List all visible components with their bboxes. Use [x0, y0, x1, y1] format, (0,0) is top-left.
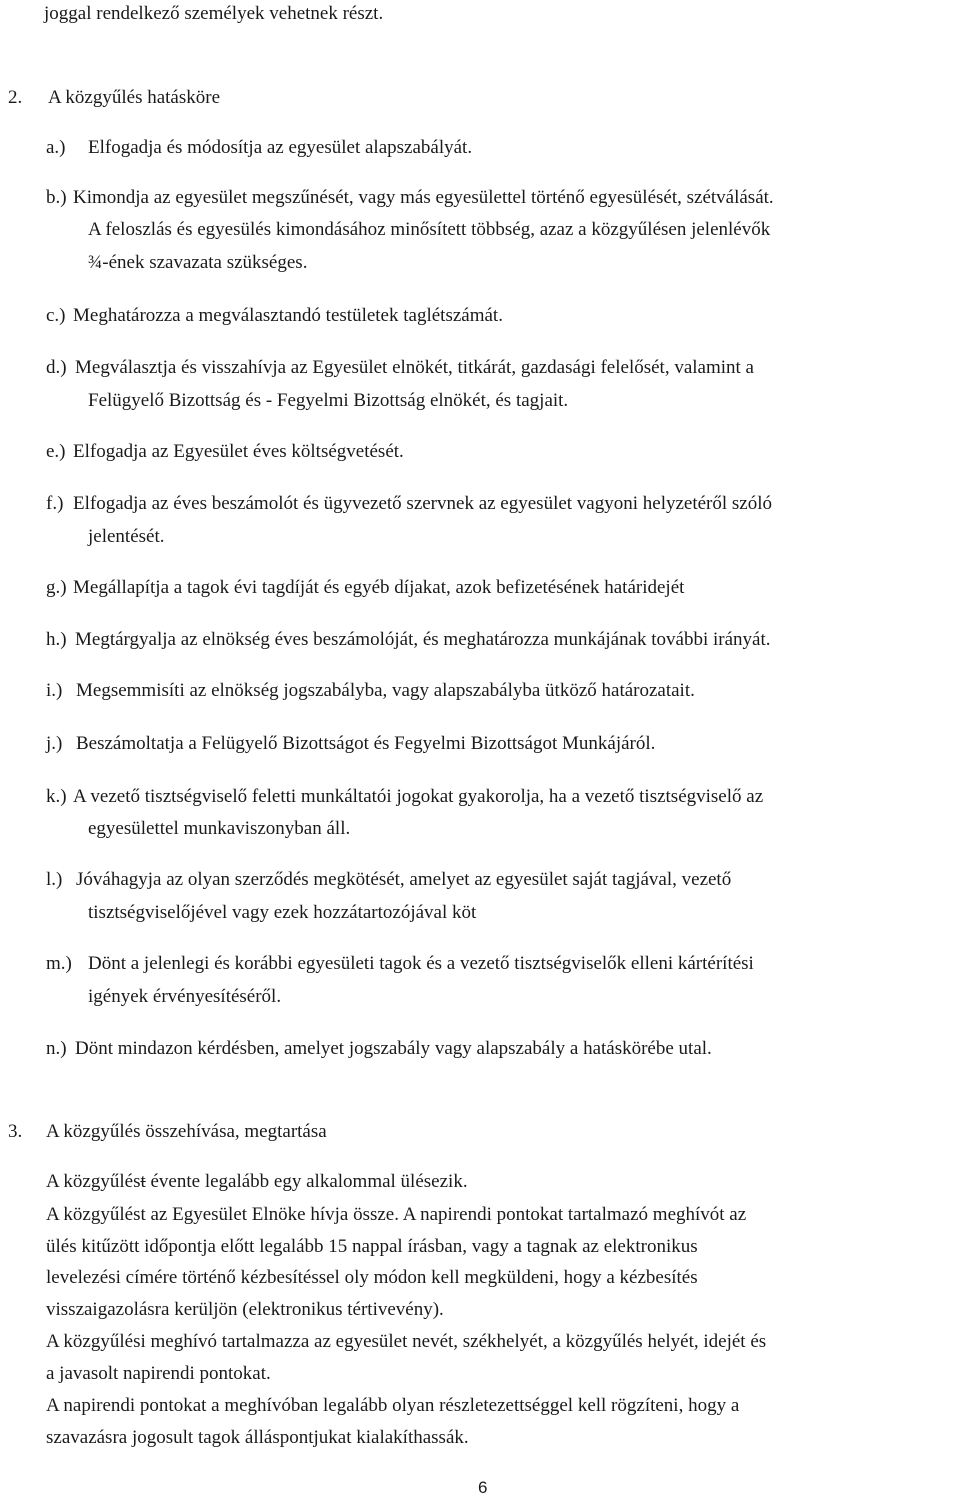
paragraph-2-line-4: visszaigazolásra kerüljön (elektronikus tértivevény).: [46, 1299, 444, 1320]
item-e-text: Elfogadja az Egyesület éves költségvetését.: [73, 441, 404, 462]
item-k-marker: k.): [46, 786, 67, 807]
item-b-line-3: ¾-ének szavazata szükséges.: [88, 252, 308, 273]
item-l-marker: l.): [46, 869, 63, 890]
paragraph-1-start: A közgyűlés: [46, 1171, 141, 1192]
struck-text: t: [140, 1171, 146, 1192]
item-l-line-1: Jóváhagyja az olyan szerződés megkötését, amelyet az egyesület saját tagjával, vezető: [76, 869, 732, 890]
item-f-line-1: Elfogadja az éves beszámolót és ügyvezető szervnek az egyesület vagyoni helyzetéről szóló: [73, 493, 773, 514]
item-a-text: Elfogadja és módosítja az egyesület alapszabályát.: [88, 137, 473, 158]
item-j-marker: j.): [46, 733, 63, 754]
item-d-line-1: Megválasztja és visszahívja az Egyesület elnökét, titkárát, gazdasági felelősét, valamint a: [75, 357, 754, 378]
item-h-marker: h.): [46, 629, 67, 650]
section-3-number: 3.: [8, 1121, 23, 1142]
item-k-line-1: A vezető tisztségviselő feletti munkáltatói jogokat gyakorolja, ha a vezető tisztségviselő az: [73, 786, 764, 807]
item-a-marker: a.): [46, 137, 66, 158]
item-f-line-2: jelentését.: [88, 526, 165, 547]
paragraph-3-line-1: A közgyűlési meghívó tartalmazza az egyesület nevét, székhelyét, a közgyűlés helyét, idejét és: [46, 1331, 767, 1352]
item-n-marker: n.): [46, 1038, 67, 1059]
page-number: 6: [478, 1478, 488, 1497]
section-2-number: 2.: [8, 87, 23, 108]
item-e-marker: e.): [46, 441, 66, 462]
item-j-text: Beszámoltatja a Felügyelő Bizottságot és Fegyelmi Bizottságot Munkájáról.: [76, 733, 656, 754]
item-c-marker: c.): [46, 305, 66, 326]
item-g-text: Megállapítja a tagok évi tagdíját és egyéb díjakat, azok befizetésének határidejét: [73, 577, 685, 598]
item-i-marker: i.): [46, 680, 63, 701]
item-c-text: Meghatározza a megválasztandó testületek taglétszámát.: [73, 305, 503, 326]
section-3-title: A közgyűlés összehívása, megtartása: [46, 1121, 327, 1142]
section-3-paragraph-1: [46, 1170, 468, 1194]
intro-text: joggal rendelkező személyek vehetnek részt.: [44, 3, 384, 24]
item-k-line-2: egyesülettel munkaviszonyban áll.: [88, 818, 351, 839]
item-d-line-2: Felügyelő Bizottság és - Fegyelmi Bizottság elnökét, és tagjait.: [88, 390, 569, 411]
item-b-line-2: A feloszlás és egyesülés kimondásához minősített többség, azaz a közgyűlésen jelenlévők: [88, 219, 771, 240]
paragraph-2-line-2: ülés kitűzött időpontja előtt legalább 15 nappal írásban, vagy a tagnak az elektronikus: [46, 1236, 698, 1257]
item-b-line-1: Kimondja az egyesület megszűnését, vagy más egyesülettel történő egyesülését, szétválását.: [73, 187, 774, 208]
item-l-line-2: tisztségviselőjével vagy ezek hozzátartozójával köt: [88, 902, 477, 923]
item-n-text: Dönt mindazon kérdésben, amelyet jogszabály vagy alapszabály a hatáskörébe utal.: [75, 1038, 712, 1059]
paragraph-4-line-1: A napirendi pontokat a meghívóban legalább olyan részletezettséggel kell rögzíteni, hogy a: [46, 1395, 740, 1416]
item-i-text: Megsemmisíti az elnökség jogszabályba, vagy alapszabályba ütköző határozatait.: [76, 680, 695, 701]
item-m-line-1: Dönt a jelenlegi és korábbi egyesületi tagok és a vezető tisztségviselők elleni kártérítési: [88, 953, 754, 974]
item-m-marker: m.): [46, 953, 72, 974]
item-h-text: Megtárgyalja az elnökség éves beszámolóját, és meghatározza munkájának további irányát.: [75, 629, 771, 650]
paragraph-2-line-1: A közgyűlést az Egyesület Elnöke hívja össze. A napirendi pontokat tartalmazó meghívót az: [46, 1204, 747, 1225]
item-f-marker: f.): [46, 493, 64, 514]
item-d-marker: d.): [46, 357, 67, 378]
item-g-marker: g.): [46, 577, 67, 598]
paragraph-4-line-2: szavazásra jogosult tagok álláspontjukat kialakíthassák.: [46, 1427, 469, 1448]
paragraph-3-line-2: a javasolt napirendi pontokat.: [46, 1363, 271, 1384]
item-m-line-2: igények érvényesítéséről.: [88, 986, 282, 1007]
section-2-title: A közgyűlés hatásköre: [48, 87, 221, 108]
paragraph-2-line-3: levelezési címére történő kézbesítéssel oly módon kell megküldeni, hogy a kézbesítés: [46, 1267, 698, 1288]
paragraph-1-end: évente legalább egy alkalommal ülésezik.: [145, 1171, 468, 1192]
item-b-marker: b.): [46, 187, 67, 208]
